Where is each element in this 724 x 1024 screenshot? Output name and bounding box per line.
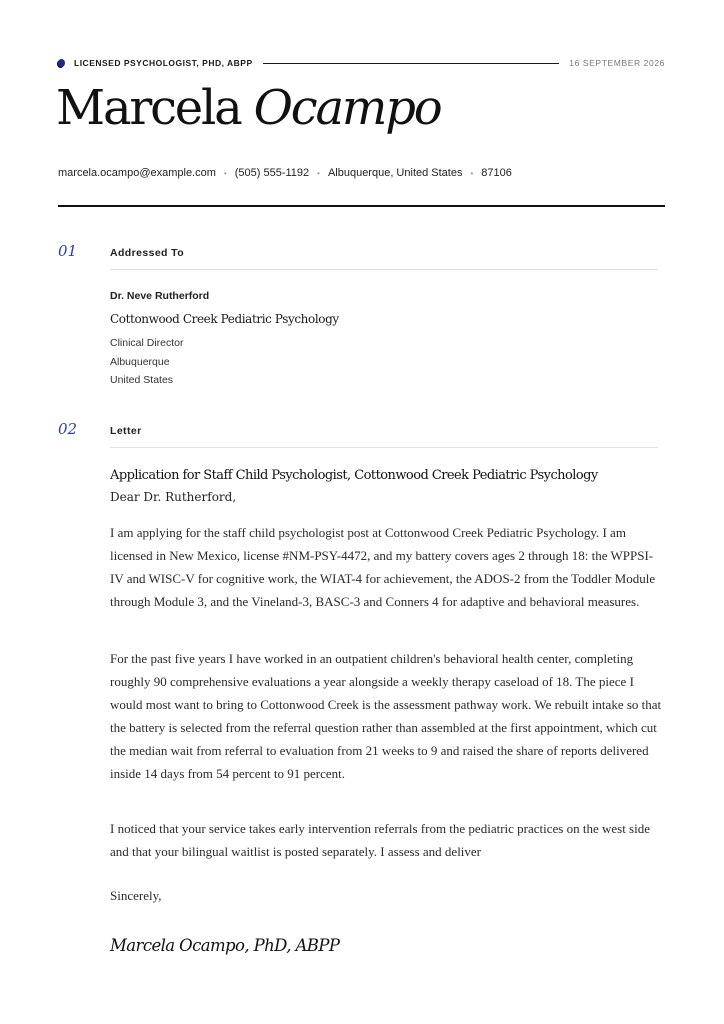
recipient-title: Clinical Director bbox=[110, 337, 184, 349]
header-rule bbox=[263, 63, 560, 64]
letter-signature: Marcela Ocampo, PhD, ABPP bbox=[110, 936, 340, 955]
recipient-name: Dr. Neve Rutherford bbox=[110, 290, 210, 302]
section-title: Letter bbox=[110, 425, 142, 437]
sender-name bbox=[56, 82, 440, 135]
role-label: LICENSED PSYCHOLOGIST, PHD, ABPP bbox=[74, 58, 253, 68]
contact-postal: 87106 bbox=[481, 167, 512, 179]
letter-closing: Sincerely, bbox=[110, 888, 162, 903]
letter-paragraph: I noticed that your service takes early intervention referrals from the pediatric practices on the west side and that your bilingual waitlist is posted separately. I assess and deliver bbox=[110, 821, 651, 859]
header-topline bbox=[58, 56, 665, 70]
section-number: 01 bbox=[58, 242, 78, 260]
recipient-organization: Cottonwood Creek Pediatric Psychology bbox=[110, 312, 339, 326]
contact-separator: • bbox=[317, 168, 320, 178]
contact-email[interactable]: marcela.ocampo@example.com bbox=[58, 167, 216, 179]
section-title: Addressed To bbox=[110, 247, 185, 259]
contact-location: Albuquerque, United States bbox=[327, 167, 463, 179]
contact-phone[interactable]: (505) 555-1192 bbox=[234, 167, 310, 179]
recipient-city: Albuquerque bbox=[110, 356, 170, 368]
sender-first-name: Marcela bbox=[56, 80, 241, 136]
contact-separator: • bbox=[470, 168, 474, 178]
header-divider bbox=[58, 205, 665, 207]
letter-date: 16 SEPTEMBER 2026 bbox=[569, 58, 665, 68]
section-number: 02 bbox=[58, 420, 78, 438]
letter-salutation: Dear Dr. Rutherford, bbox=[110, 490, 237, 504]
sender-last-name: Ocampo bbox=[253, 80, 441, 136]
letter-subject: Application for Staff Child Psychologist, Cottonwood Creek Pediatric Psychology bbox=[110, 468, 598, 483]
bullet-dot-icon bbox=[58, 59, 65, 67]
contact-separator: • bbox=[223, 168, 227, 178]
contact-line bbox=[58, 167, 512, 179]
section-divider bbox=[110, 447, 658, 448]
section-divider bbox=[110, 269, 658, 270]
letter-paragraph: For the past five years I have worked in an outpatient children's behavioral health center, completing roughly 90 comprehensive evaluations a year alongside a weekly therapy caseload of 18. The piece I would most want to bring to Cottonwood Creek is the assessment pathway work. We rebuilt intake so that the battery is selected from the referral question rather than assembled at the first appointment, which cut the median wait from referral to evaluation from 21 weeks to 9 and raised the share of reports delivered inside 14 days from 54 percent to 91 percent. bbox=[110, 651, 662, 781]
letter-paragraph: I am applying for the staff child psychologist post at Cottonwood Creek Pediatric Psychology. I am licensed in New Mexico, license #NM-PSY-4472, and my battery covers ages 2 through 18: the WPPSI-IV and WISC-V for cognitive work, the WIAT-4 for achievement, the ADOS-2 from the Toddler Module through Module 3, and the Vineland-3, BASC-3 and Conners 4 for adaptive and behavioral measures. bbox=[110, 525, 656, 609]
recipient-country: United States bbox=[110, 374, 174, 386]
